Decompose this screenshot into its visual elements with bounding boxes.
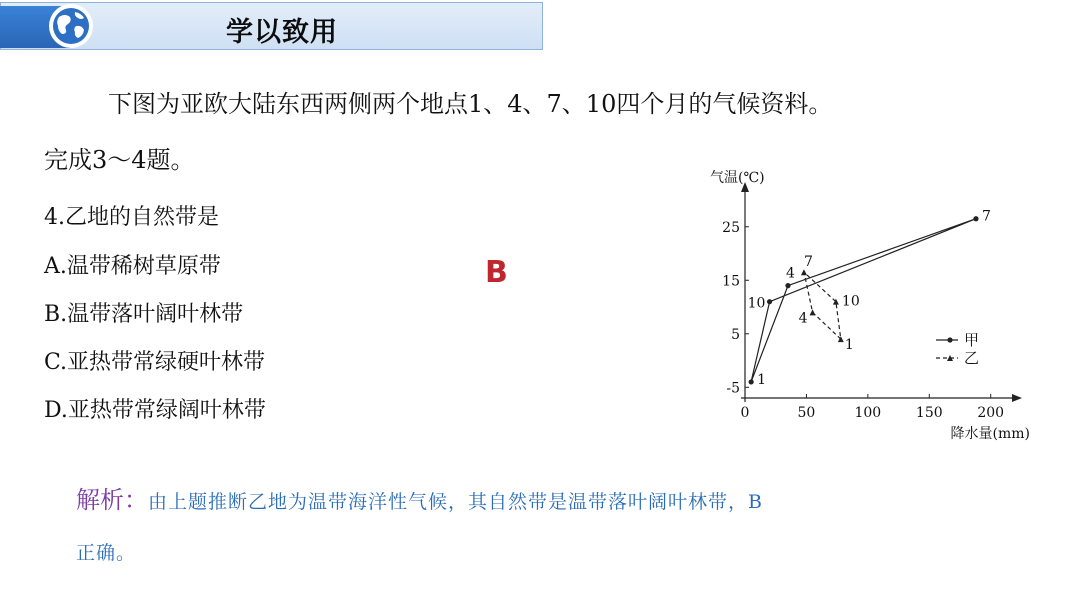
y-axis-label: 气温(℃) bbox=[710, 170, 765, 186]
x-tick-label: 0 bbox=[740, 405, 750, 421]
legend-marker bbox=[947, 337, 952, 342]
point-label: 1 bbox=[757, 371, 767, 388]
analysis-text-2: 正确。 bbox=[76, 542, 137, 564]
y-tick-label: 25 bbox=[722, 219, 740, 236]
intro-line-2: 完成3～4题。 bbox=[44, 146, 195, 174]
analysis-line-1 bbox=[76, 480, 763, 515]
y-tick-label: -5 bbox=[726, 380, 740, 397]
series-line-1 bbox=[751, 219, 976, 382]
analysis-text-1: 由上题推断乙地为温带海洋性气候，其自然带是温带落叶阔叶林带，B bbox=[148, 491, 763, 513]
x-axis-label: 降水量(mm) bbox=[950, 426, 1030, 442]
point-label: 10 bbox=[747, 295, 766, 312]
intro-line-1: 下图为亚欧大陆东西两侧两个地点1、4、7、10四个月的气候资料。 bbox=[108, 90, 833, 118]
answer-letter: B bbox=[485, 255, 508, 290]
data-point bbox=[749, 379, 754, 384]
climate-chart bbox=[700, 160, 1040, 450]
data-point bbox=[785, 283, 790, 288]
globe-icon bbox=[42, 3, 100, 49]
x-axis-arrow bbox=[1012, 394, 1022, 402]
option-a: A.温带稀树草原带 bbox=[44, 254, 221, 279]
analysis-label: 解析： bbox=[76, 486, 148, 514]
option-d: D.亚热带常绿阔叶林带 bbox=[44, 398, 266, 423]
data-point bbox=[973, 216, 978, 221]
page-title: 学以致用 bbox=[226, 17, 338, 48]
question-stem: 4.乙地的自然带是 bbox=[44, 205, 219, 230]
x-tick-label: 200 bbox=[977, 405, 1005, 421]
point-label: 10 bbox=[841, 293, 860, 310]
data-point bbox=[767, 299, 772, 304]
data-point bbox=[810, 309, 816, 315]
point-label: 4 bbox=[798, 310, 808, 327]
y-tick-label: 5 bbox=[731, 326, 740, 343]
point-label: 7 bbox=[981, 208, 991, 225]
x-tick-label: 50 bbox=[797, 405, 816, 421]
series-line-2 bbox=[804, 272, 841, 339]
legend-label: 乙 bbox=[964, 349, 980, 367]
option-c: C.亚热带常绿硬叶林带 bbox=[44, 350, 266, 375]
x-tick-label: 100 bbox=[854, 405, 882, 421]
y-tick-label: 15 bbox=[722, 273, 740, 290]
point-label: 1 bbox=[844, 337, 854, 354]
x-tick-label: 150 bbox=[915, 405, 943, 421]
point-label: 4 bbox=[786, 265, 795, 282]
legend-label: 甲 bbox=[964, 331, 980, 349]
point-label: 7 bbox=[803, 254, 813, 271]
option-b: B.温带落叶阔叶林带 bbox=[44, 302, 244, 327]
